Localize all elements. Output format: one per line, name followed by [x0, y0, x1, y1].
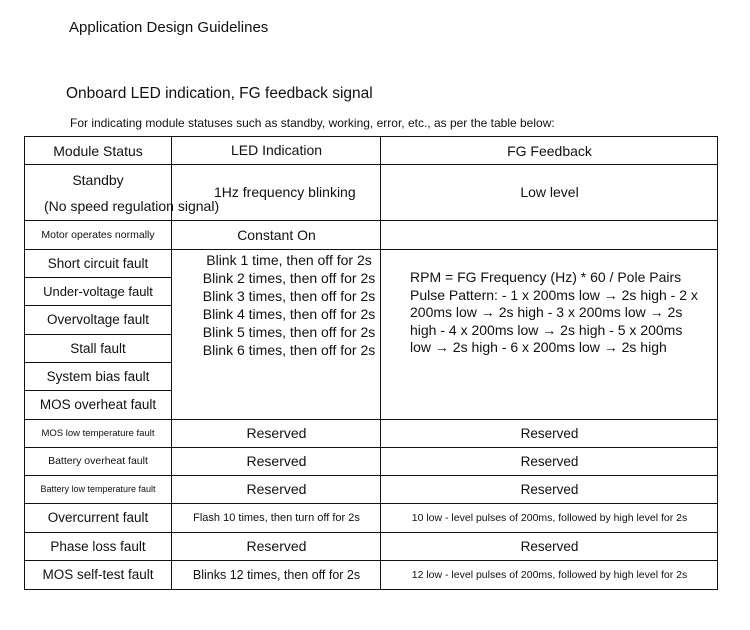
- table-row-status: Battery low temperature fault: [40, 484, 156, 494]
- fault-fg-merged: RPM = FG Frequency (Hz) * 60 / Pole Pairs Pulse Pattern: - 1 x 200ms low → 2s high - 2 x 200ms low → 2s high - 3 x 200ms low → 2s high - 4 x 200ms low → 2s high - 5 x 200ms low → 2s high - 6 x 200ms low → 2s high: [410, 269, 698, 355]
- table-row-fg: Reserved: [520, 453, 579, 469]
- header-module-status: Module Status: [53, 143, 143, 159]
- table-row-fg: Reserved: [520, 425, 579, 441]
- intro-text: For indicating module statuses such as standby, working, error, etc., as per the table below:: [70, 116, 555, 130]
- table-row-led: Reserved: [246, 538, 307, 554]
- fault-status: Short circuit fault: [47, 255, 149, 271]
- standby-fg: Low level: [520, 184, 579, 200]
- fault-led-merged: Blink 1 time, then off for 2s Blink 2 times, then off for 2s Blink 3 times, then off for 2s Blink 4 times, then off for 2s Blink 5 times, then off for 2s Blink 6 times, then off for 2s: [202, 252, 376, 358]
- document-title: Application Design Guidelines: [69, 19, 269, 36]
- normal-fg: [381, 220, 718, 249]
- table-row-status: Overcurrent fault: [47, 510, 149, 525]
- fault-status: System bias fault: [46, 368, 150, 384]
- table-row-fg: 10 low - level pulses of 200ms, followed by high level for 2s: [411, 511, 688, 524]
- table-row-fg: Reserved: [520, 538, 579, 554]
- normal-led: Constant On: [237, 227, 316, 243]
- fault-status: Stall fault: [70, 340, 126, 356]
- table-row-status: MOS self-test fault: [42, 567, 154, 582]
- table-row-status: Battery overheat fault: [48, 455, 148, 467]
- table-row-fg: 12 low - level pulses of 200ms, followed by high level for 2s: [411, 568, 688, 581]
- standby-status-note: (No speed regulation signal): [44, 198, 220, 214]
- status-table: [24, 136, 718, 589]
- table-row-led: Reserved: [246, 481, 307, 497]
- header-fg-feedback: FG Feedback: [507, 143, 592, 159]
- fault-status: MOS overheat fault: [39, 397, 157, 412]
- header-led-indication: LED Indication: [230, 142, 323, 158]
- table-row-led: Reserved: [246, 453, 307, 469]
- section-title: Onboard LED indication, FG feedback signal: [66, 85, 373, 102]
- fault-status: Overvoltage fault: [46, 312, 150, 327]
- standby-led: 1Hz frequency blinking: [214, 184, 356, 200]
- normal-status: Motor operates normally: [41, 228, 155, 241]
- row-border: [24, 589, 718, 590]
- table-row-led: Blinks 12 times, then off for 2s: [192, 567, 361, 582]
- table-row-led: Reserved: [246, 425, 307, 441]
- table-row-status: MOS low temperature fault: [41, 427, 155, 439]
- table-row-fg: Reserved: [520, 481, 579, 497]
- fault-status: Under-voltage fault: [43, 283, 153, 299]
- standby-status: Standby: [72, 172, 124, 188]
- table-row-status: Phase loss fault: [50, 538, 146, 554]
- table-row-led: Flash 10 times, then turn off for 2s: [193, 511, 360, 524]
